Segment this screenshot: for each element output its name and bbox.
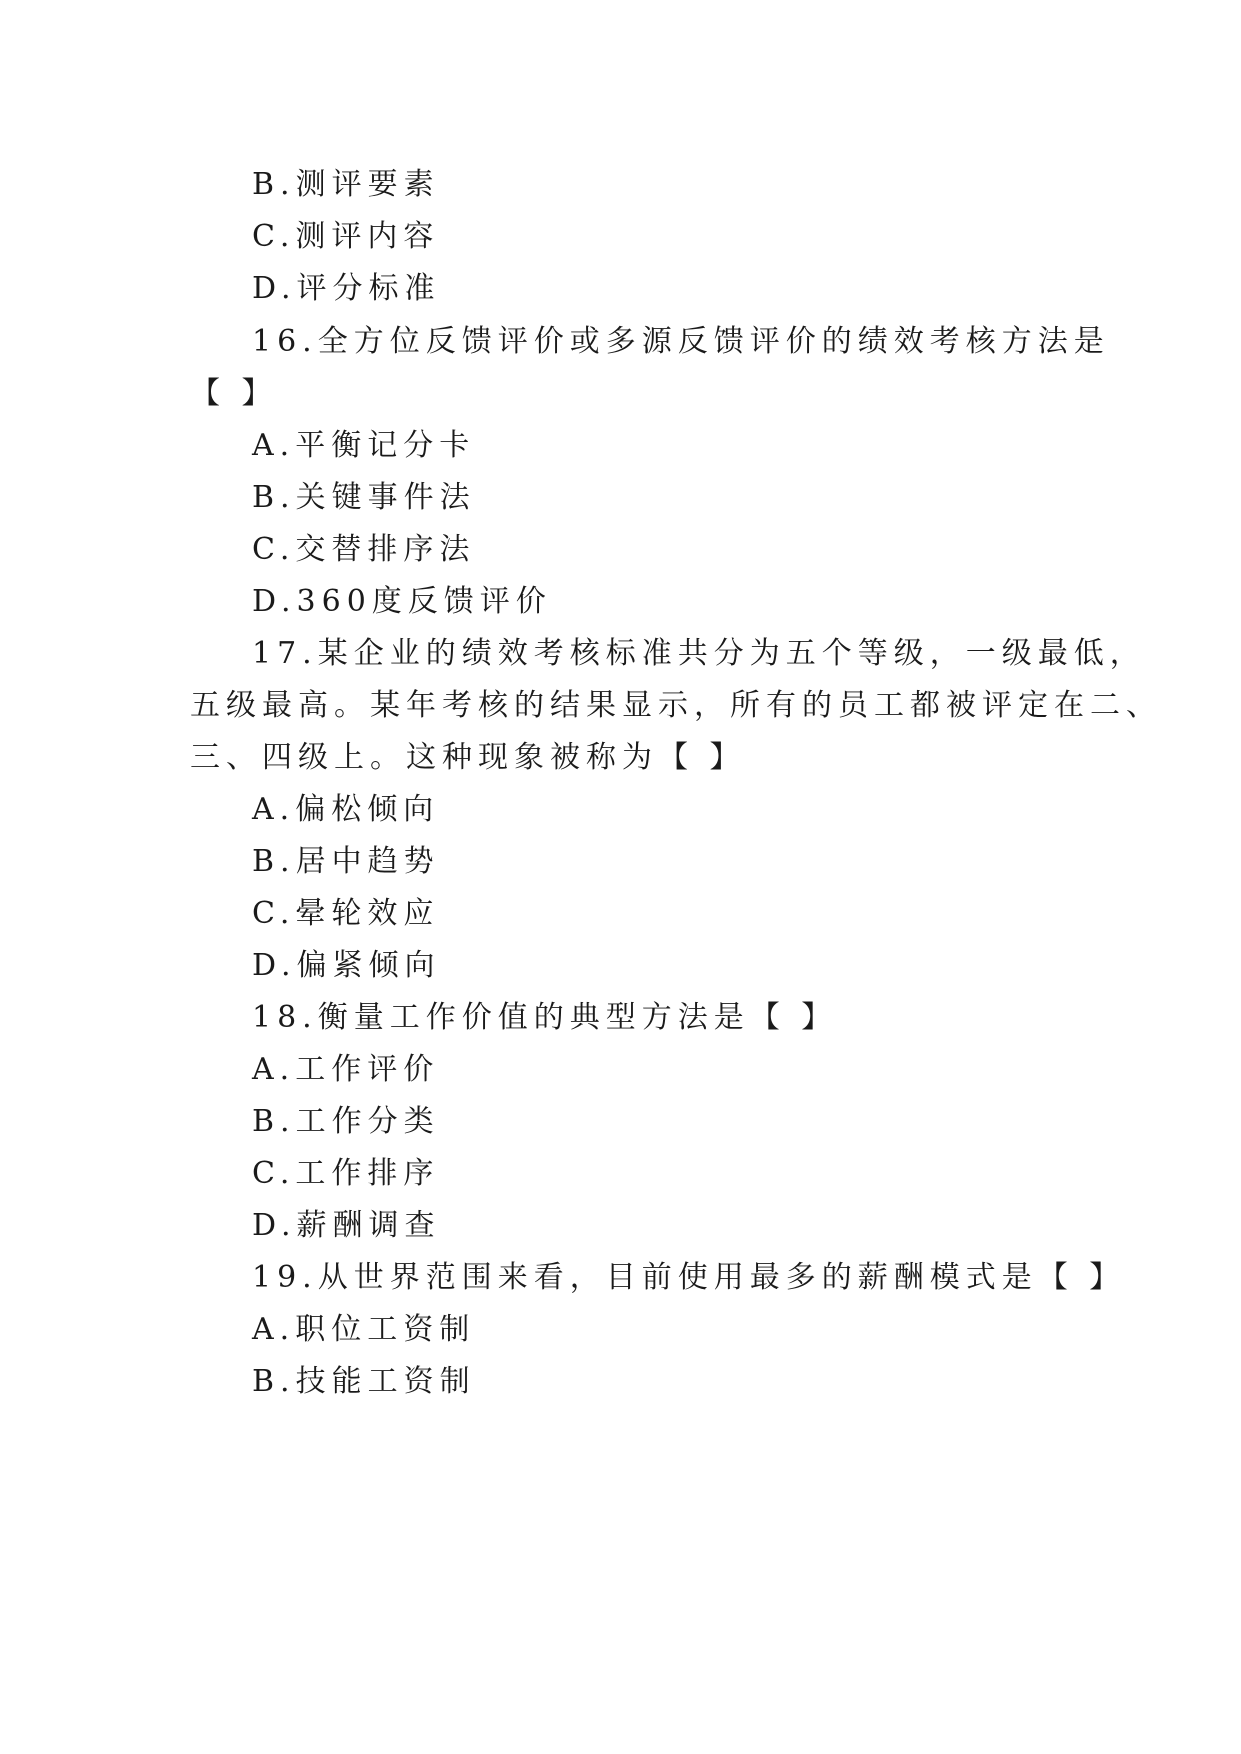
q17-option-d: D.偏紧倾向: [252, 948, 441, 983]
q18-option-a: A.工作评价: [252, 1052, 440, 1087]
q18-option-d: D.薪酬调查: [252, 1208, 441, 1243]
q17-option-c: C.晕轮效应: [252, 896, 440, 931]
q17-option-b: B.居中趋势: [252, 844, 440, 879]
q15-option-b: B.测评要素: [252, 167, 440, 202]
q19-option-a: A.职位工资制: [252, 1312, 476, 1347]
q15-option-c: C.测评内容: [252, 219, 440, 254]
q17-text-line3: 三、四级上。这种现象被称为【 】: [190, 740, 746, 775]
q16-option-a: A.平衡记分卡: [252, 428, 476, 463]
q18-option-c: C.工作排序: [252, 1156, 440, 1191]
q16-option-c: C.交替排序法: [252, 532, 476, 567]
q16-text-line1: 16.全方位反馈评价或多源反馈评价的绩效考核方法是: [252, 324, 1110, 359]
q17-text-line2: 五级最高。某年考核的结果显示，所有的员工都被评定在二、: [190, 688, 1162, 723]
q18-option-b: B.工作分类: [252, 1104, 440, 1139]
q15-option-d: D.评分标准: [252, 271, 441, 306]
q18-text-line1: 18.衡量工作价值的典型方法是【 】: [252, 1000, 838, 1035]
q16-option-b: B.关键事件法: [252, 480, 476, 515]
q16-answer-bracket: 【 】: [190, 376, 278, 411]
q19-option-b: B.技能工资制: [252, 1364, 476, 1399]
q19-text-line1: 19.从世界范围来看，目前使用最多的薪酬模式是【 】: [252, 1260, 1126, 1295]
q16-option-d: D.360度反馈评价: [252, 584, 552, 619]
q17-text-line1: 17.某企业的绩效考核标准共分为五个等级，一级最低，: [252, 636, 1146, 671]
q17-option-a: A.偏松倾向: [252, 792, 440, 827]
